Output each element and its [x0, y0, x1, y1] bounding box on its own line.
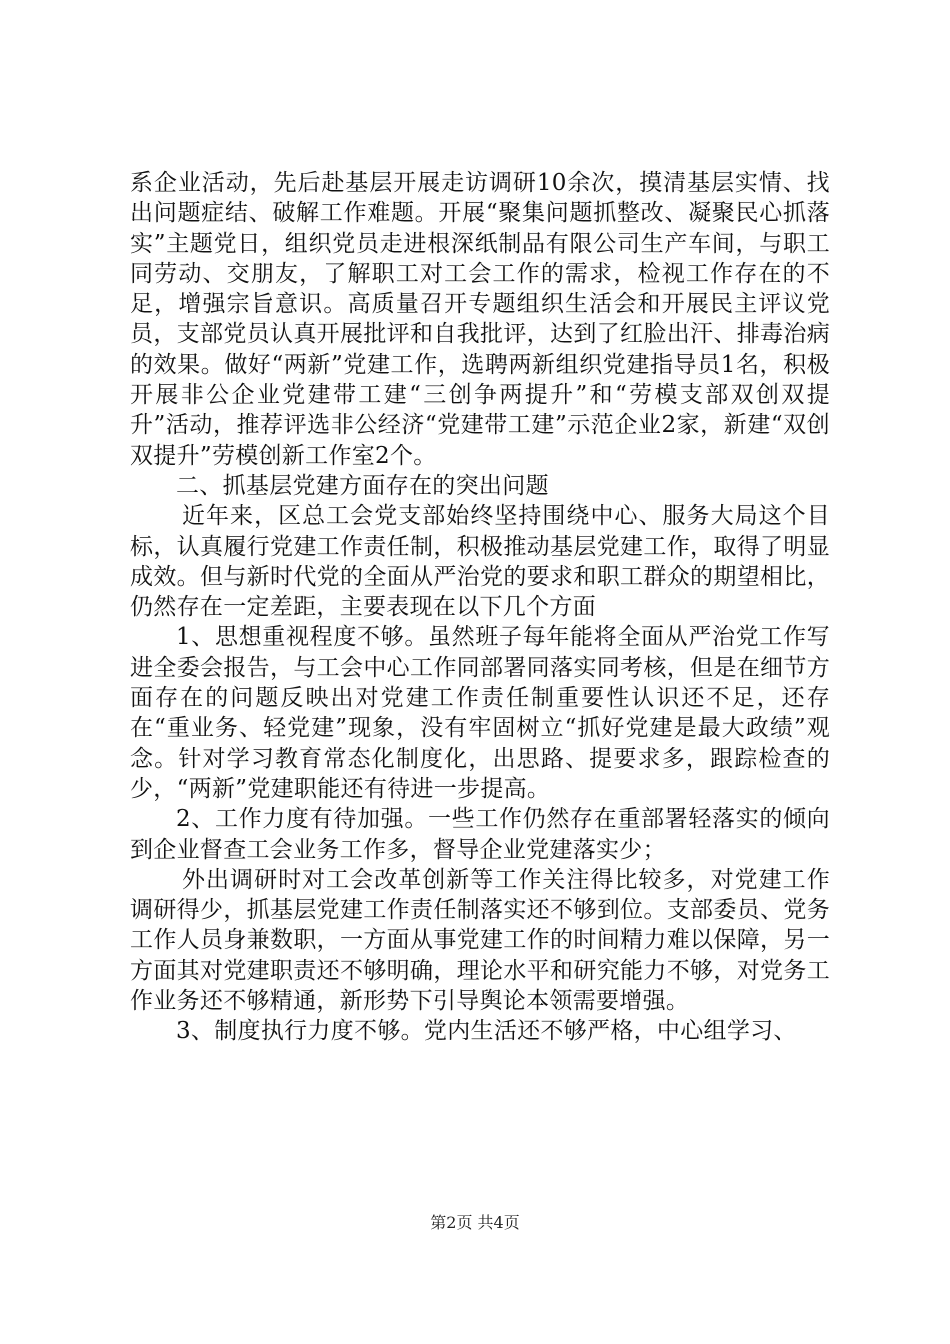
paragraph-point-1: 1、思想重视程度不够。虽然班子每年能将全面从严治党工作写进全委会报告，与工会中心工作同部署同落实同考核，但是在细节方面存在的问题反映出对党建工作责任制重要性认识还不足，还存在“重业务、轻党建”现象，没有牢固树立“抓好党建是最大政绩”观念。针对学习教育常态化制度化，出思路、提要求多，跟踪检查的少，“两新”党建职能还有待进一步提高。: [130, 624, 830, 802]
page-footer: 第2页 共4页: [430, 1213, 520, 1232]
paragraph-point-3: 3、制度执行力度不够。党内生活还不够严格，中心组学习、: [176, 1018, 797, 1045]
document-body: [130, 168, 830, 1047]
section-heading-problems: 二、抓基层党建方面存在的突出问题: [176, 472, 549, 499]
paragraph-activities: 系企业活动，先后赴基层开展走访调研10余次，摸清基层实情、找出问题症结、破解工作难题。开展“聚集问题抓整改、凝聚民心抓落实”主题党日，组织党员走进根深纸制品有限公司生产车间，与职工同劳动、交朋友，了解职工对工会工作的需求，检视工作存在的不足，增强宗旨意识。高质量召开专题组织生活会和开展民主评议党员，支部党员认真开展批评和自我批评，达到了红脸出汗、排毒治病的效果。做好“两新”党建工作，选聘两新组织党建指导员1名，积极开展非公企业党建带工建“三创争两提升”和“劳模支部双创双提升”活动，推荐评选非公经济“党建带工建”示范企业2家，新建“双创双提升”劳模创新工作室2个。: [130, 170, 830, 469]
paragraph-point-2-continued: 外出调研时对工会改革创新等工作关注得比较多，对党建工作调研得少，抓基层党建工作责任制落实还不够到位。支部委员、党务工作人员身兼数职，一方面从事党建工作的时间精力难以保障，另一方面其对党建职责还不够明确，理论水平和研究能力不够，对党务工作业务还不够精通，新形势下引导舆论本领需要增强。: [130, 866, 830, 1015]
paragraph-point-2: 2、工作力度有待加强。一些工作仍然存在重部署轻落实的倾向到企业督查工会业务工作多，督导企业党建落实少；: [130, 806, 830, 863]
paragraph-intro: 近年来，区总工会党支部始终坚持围绕中心、服务大局这个目标，认真履行党建工作责任制，积极推动基层党建工作，取得了明显成效。但与新时代党的全面从严治党的要求和职工群众的期望相比，仍然存在一定差距，主要表现在以下几个方面: [130, 503, 830, 621]
